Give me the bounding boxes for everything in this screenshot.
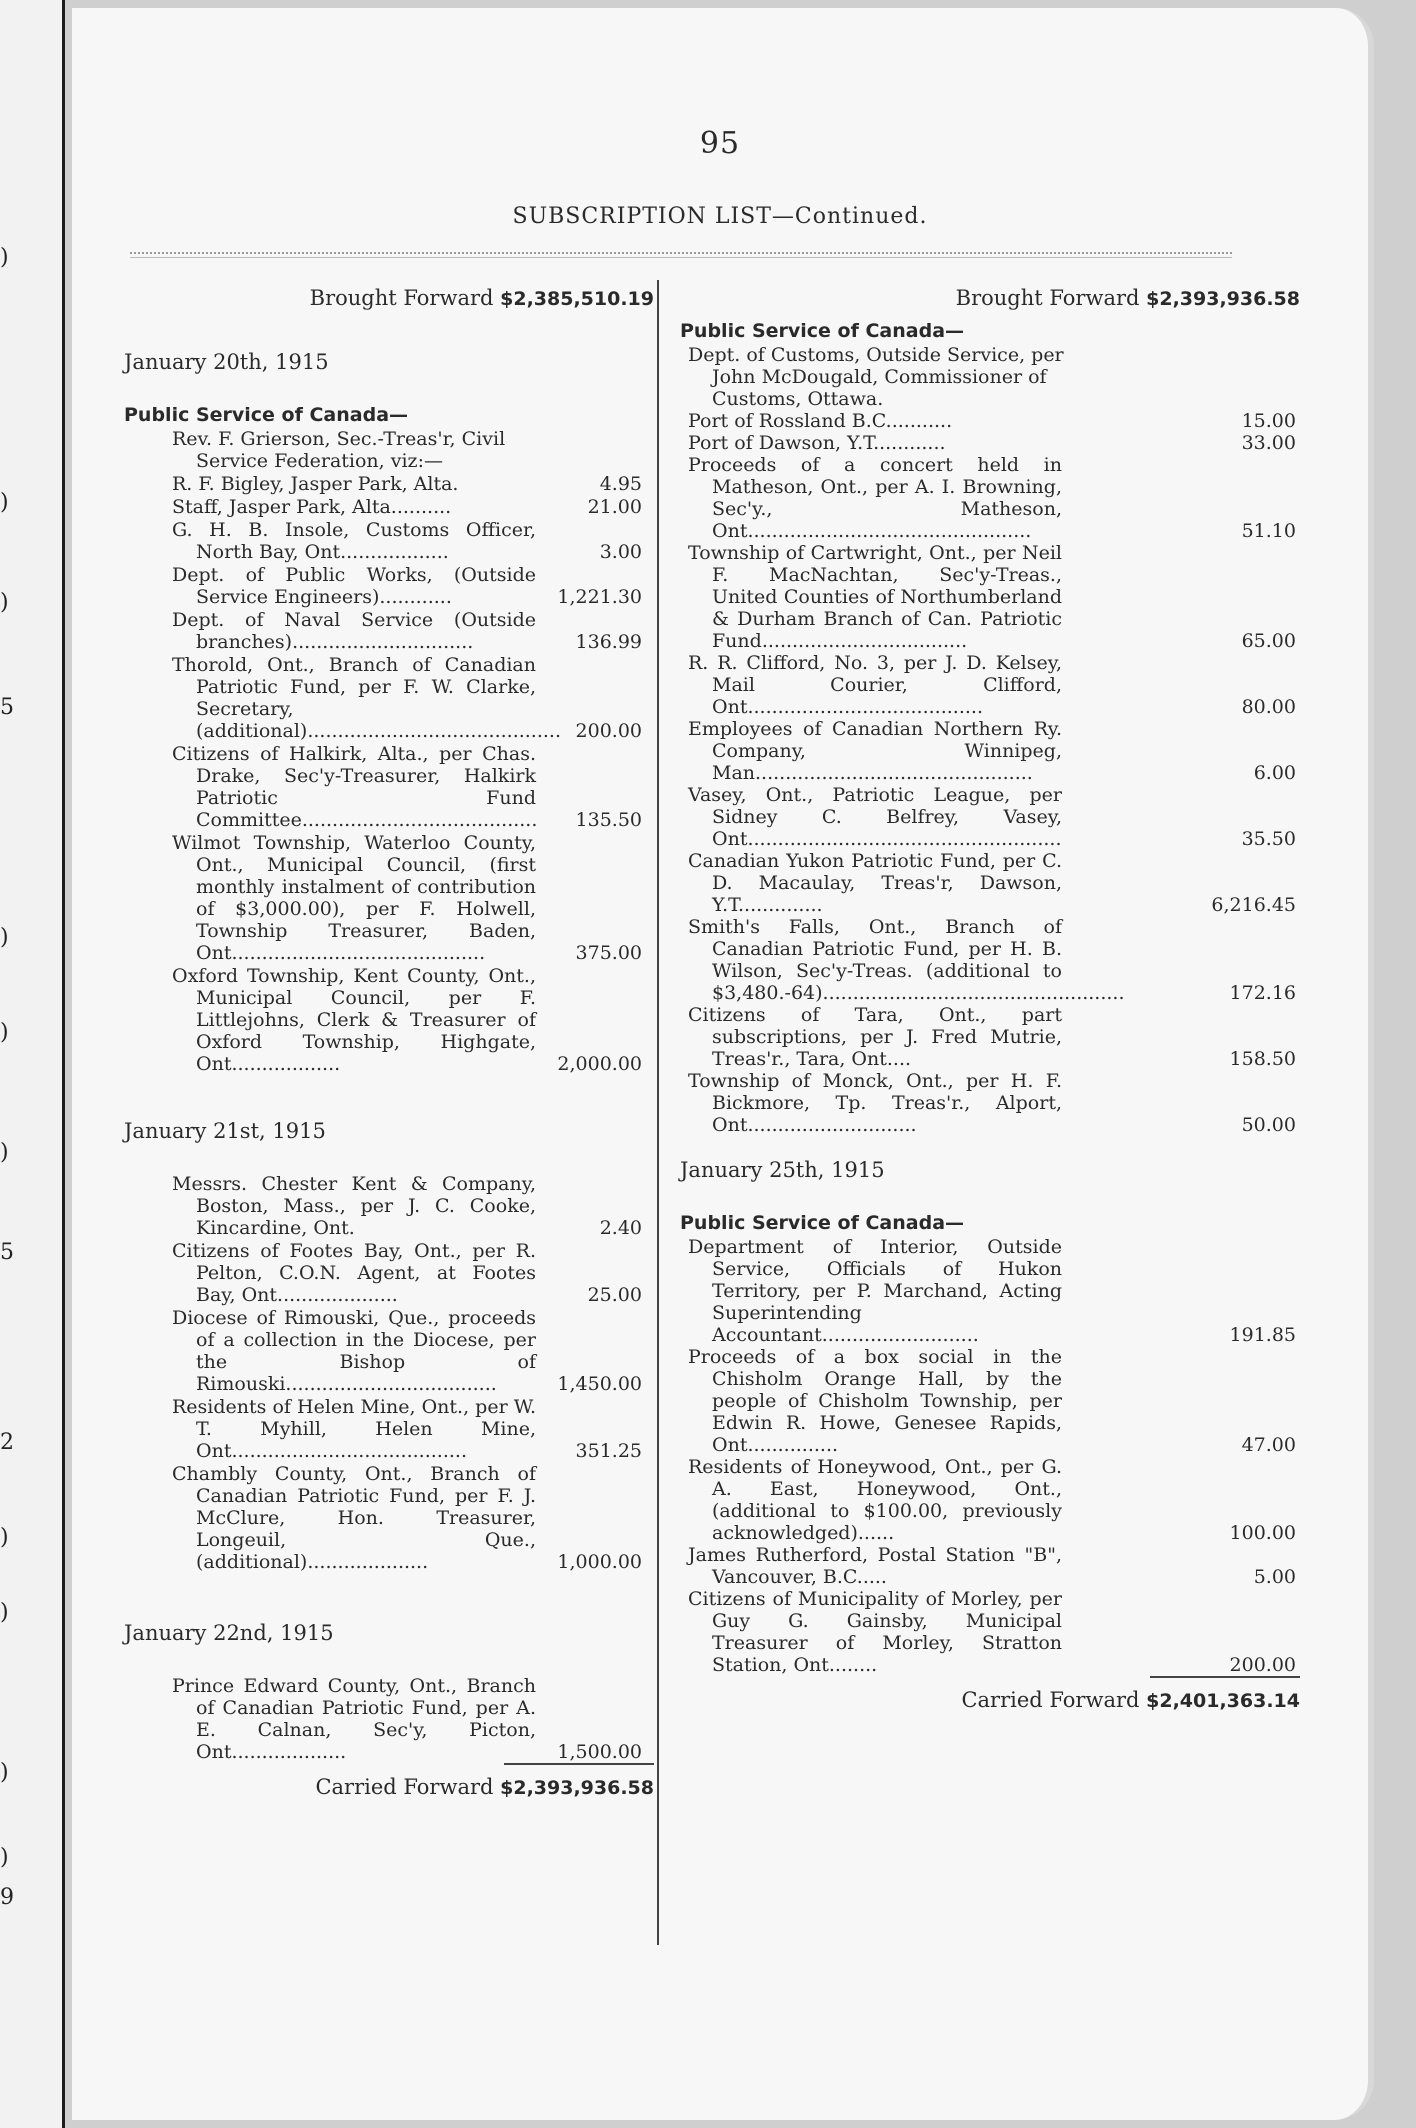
list-entry <box>124 1463 654 1573</box>
entry-amount: 2,000.00 <box>557 1053 642 1075</box>
entry-text: Port of Dawson, Y.T............ <box>688 432 946 454</box>
section-date: January 20th, 1915 <box>124 350 329 374</box>
section-heading: Public Service of Canada— <box>124 404 409 426</box>
list-entry <box>124 473 654 495</box>
entry-text: R. R. Clifford, No. 3, per J. D. Kelsey, Mail Courier, Clifford, Ont....................................... <box>688 652 1062 718</box>
carried-forward-right <box>680 1688 1300 1712</box>
entry-amount: 191.85 <box>1229 1324 1296 1346</box>
margin-mark: 2 <box>0 1430 14 1455</box>
entry-text: Citizens of Footes Bay, Ont., per R. Pelton, C.O.N. Agent, at Footes Bay, Ont.................... <box>172 1240 536 1306</box>
entry-text: Department of Interior, Outside Service, Officials of Hukon Territory, per P. Marchand, Acting Superintending Accountant.......................... <box>688 1236 1062 1346</box>
brought-forward-label: Brought Forward <box>309 286 494 310</box>
entry-amount: 158.50 <box>1229 1048 1296 1070</box>
entry-text: Residents of Honeywood, Ont., per G. A. East, Honeywood, Ont., (additional to $100.00, previously acknowledged)...... <box>688 1456 1062 1544</box>
list-section <box>680 320 1300 1136</box>
left-sections <box>124 350 654 1763</box>
list-entry <box>680 652 1300 718</box>
list-entry <box>680 410 1300 432</box>
margin-mark: ) <box>0 1760 9 1785</box>
entry-text: James Rutherford, Postal Station "B", Vancouver, B.C..... <box>688 1544 1062 1588</box>
entry-text: Township of Monck, Ont., per H. F. Bickmore, Tp. Treas'r., Alport, Ont............................ <box>688 1070 1062 1136</box>
list-entry <box>680 432 1300 454</box>
list-entry <box>680 1004 1300 1070</box>
entry-amount: 6,216.45 <box>1211 894 1296 916</box>
list-entry <box>124 609 654 653</box>
carried-forward-amount: $2,401,363.14 <box>1146 1690 1300 1712</box>
entry-amount: 1,500.00 <box>557 1741 642 1763</box>
entry-amount: 15.00 <box>1241 410 1296 432</box>
entry-text: Citizens of Tara, Ont., part subscriptions, per J. Fred Mutrie, Treas'r., Tara, Ont.... <box>688 1004 1062 1070</box>
total-rule <box>504 1763 654 1765</box>
section-heading: Public Service of Canada— <box>680 320 965 342</box>
list-entry <box>680 1544 1300 1588</box>
entry-text: Diocese of Rimouski, Que., proceeds of a collection in the Diocese, per the Bishop of Rimouski................................... <box>172 1307 536 1395</box>
list-entry <box>680 454 1300 542</box>
entry-amount: 4.95 <box>599 473 642 495</box>
page-number: 95 <box>699 126 741 161</box>
adjacent-page-margin <box>0 0 65 2128</box>
entry-text: G. H. B. Insole, Customs Officer, North Bay, Ont.................. <box>172 519 536 563</box>
entry-amount: 172.16 <box>1229 982 1296 1004</box>
carried-forward-label: Carried Forward <box>961 1688 1140 1712</box>
brought-forward-label: Brought Forward <box>955 286 1140 310</box>
entry-amount: 80.00 <box>1241 696 1296 718</box>
margin-mark: ) <box>0 1140 9 1165</box>
margin-mark: 5 <box>0 695 14 720</box>
entry-amount: 25.00 <box>587 1284 642 1306</box>
margin-mark: ) <box>0 490 9 515</box>
entry-amount: 5.00 <box>1253 1566 1296 1588</box>
entry-amount: 3.00 <box>599 541 642 563</box>
margin-mark: 9 <box>0 1885 14 1910</box>
section-date: January 21st, 1915 <box>124 1119 326 1143</box>
list-entry <box>124 519 654 563</box>
list-entry <box>680 784 1300 850</box>
list-entry <box>680 850 1300 916</box>
entry-amount: 21.00 <box>587 496 642 518</box>
right-sections <box>680 320 1300 1676</box>
list-entry <box>124 1173 654 1239</box>
entry-amount: 65.00 <box>1241 630 1296 652</box>
section-date: January 25th, 1915 <box>680 1158 885 1182</box>
list-entry <box>680 1236 1300 1346</box>
list-entry <box>124 564 654 608</box>
entry-amount: 375.00 <box>575 942 642 964</box>
header-rule <box>130 252 1232 258</box>
list-entry <box>124 965 654 1075</box>
entry-text: Port of Rossland B.C........... <box>688 410 953 432</box>
list-entry <box>124 1396 654 1462</box>
entry-text: Citizens of Municipality of Morley, per Guy G. Gainsby, Municipal Treasurer of Morley, Stratton Station, Ont........ <box>688 1588 1062 1676</box>
entry-amount: 200.00 <box>575 720 642 742</box>
entry-text: Staff, Jasper Park, Alta.......... <box>172 496 452 518</box>
entry-text: Vasey, Ont., Patriotic League, per Sidney C. Belfrey, Vasey, Ont.................................................... <box>688 784 1062 850</box>
entry-amount: 47.00 <box>1241 1434 1296 1456</box>
brought-forward-amount: $2,385,510.19 <box>500 288 654 310</box>
margin-mark: ) <box>0 590 9 615</box>
entry-text: Wilmot Township, Waterloo County, Ont., Municipal Council, (first monthly instalment of contribution of $3,000.00), per F. Holwell, Township Treasurer, Baden, Ont.......................................... <box>172 832 536 964</box>
margin-mark: ) <box>0 1525 9 1550</box>
entry-text: Canadian Yukon Patriotic Fund, per C. D. Macaulay, Treas'r, Dawson, Y.T.............. <box>688 850 1062 916</box>
entry-text: Dept. of Public Works, (Outside Service Engineers)............ <box>172 564 536 608</box>
list-entry <box>680 718 1300 784</box>
entry-amount: 136.99 <box>575 631 642 653</box>
section-intro: Rev. F. Grierson, Sec.-Treas'r, Civil Service Federation, viz:— <box>172 428 506 472</box>
list-entry <box>124 654 654 742</box>
brought-forward-left <box>124 286 654 320</box>
entry-amount: 2.40 <box>599 1217 642 1239</box>
entry-amount: 50.00 <box>1241 1114 1296 1136</box>
entry-amount: 6.00 <box>1253 762 1296 784</box>
entry-text: Chambly County, Ont., Branch of Canadian Patriotic Fund, per F. J. McClure, Hon. Treasurer, Longeuil, Que., (additional).................... <box>172 1463 536 1573</box>
entry-text: Proceeds of a concert held in Matheson, Ont., per A. I. Browning, Sec'y., Matheson, Ont............................................... <box>688 454 1062 542</box>
list-section <box>680 1158 1300 1676</box>
list-section <box>124 1119 654 1573</box>
list-entry <box>124 1240 654 1306</box>
section-intro: Dept. of Customs, Outside Service, per John McDougald, Commissioner of Customs, Ottawa. <box>688 344 1064 410</box>
carried-forward-label: Carried Forward <box>315 1775 494 1799</box>
list-entry <box>680 1588 1300 1676</box>
column-divider <box>657 280 659 1945</box>
entry-amount: 1,221.30 <box>557 586 642 608</box>
entry-text: Smith's Falls, Ont., Branch of Canadian Patriotic Fund, per H. B. Wilson, Sec'y-Treas. (additional to $3,480.-64).................................................. <box>688 916 1125 1004</box>
carried-forward-left <box>124 1775 654 1799</box>
section-date: January 22nd, 1915 <box>124 1621 334 1645</box>
list-entry <box>680 542 1300 652</box>
document-page <box>72 8 1374 2120</box>
entry-text: Prince Edward County, Ont., Branch of Canadian Patriotic Fund, per A. E. Calnan, Sec'y, Picton, Ont................... <box>172 1675 536 1763</box>
entry-amount: 35.50 <box>1241 828 1296 850</box>
list-entry <box>680 1456 1300 1544</box>
margin-mark: 5 <box>0 1240 14 1265</box>
entry-text: Oxford Township, Kent County, Ont., Municipal Council, per F. Littlejohns, Clerk & Treasurer of Oxford Township, Highgate, Ont.................. <box>172 965 536 1075</box>
entry-amount: 135.50 <box>575 809 642 831</box>
margin-mark: ) <box>0 1845 9 1870</box>
entry-amount: 1,450.00 <box>557 1373 642 1395</box>
entry-amount: 51.10 <box>1241 520 1296 542</box>
list-entry <box>124 496 654 518</box>
carried-forward-amount: $2,393,936.58 <box>500 1777 654 1799</box>
running-head: SUBSCRIPTION LIST—Continued. <box>512 204 928 229</box>
entry-text: Citizens of Halkirk, Alta., per Chas. Drake, Sec'y-Treasurer, Halkirk Patriotic Fund Committee....................................... <box>172 743 538 831</box>
entry-text: Thorold, Ont., Branch of Canadian Patriotic Fund, per F. W. Clarke, Secretary, (additional).......................................... <box>172 654 562 742</box>
brought-forward-amount: $2,393,936.58 <box>1146 288 1300 310</box>
margin-mark: ) <box>0 245 9 270</box>
list-entry <box>680 916 1300 1004</box>
section-heading: Public Service of Canada— <box>680 1212 965 1234</box>
entry-text: Township of Cartwright, Ont., per Neil F. MacNachtan, Sec'y-Treas., United Counties of Northumberland & Durham Branch of Can. Patriotic Fund.................................. <box>688 542 1062 652</box>
right-column <box>680 286 1300 1712</box>
entry-amount: 100.00 <box>1229 1522 1296 1544</box>
list-section <box>124 350 654 1075</box>
brought-forward-right <box>680 286 1300 320</box>
margin-mark: ) <box>0 925 9 950</box>
entry-text: Employees of Canadian Northern Ry. Company, Winnipeg, Man.............................................. <box>688 718 1062 784</box>
list-section <box>124 1621 654 1763</box>
list-entry <box>124 1307 654 1395</box>
left-column <box>124 286 654 1799</box>
entry-text: R. F. Bigley, Jasper Park, Alta. <box>172 473 459 495</box>
list-entry <box>680 1070 1300 1136</box>
list-entry <box>124 832 654 964</box>
list-entry <box>124 743 654 831</box>
entry-amount: 200.00 <box>1229 1654 1296 1676</box>
entry-text: Messrs. Chester Kent & Company, Boston, Mass., per J. C. Cooke, Kincardine, Ont. <box>172 1173 536 1239</box>
entry-amount: 1,000.00 <box>557 1551 642 1573</box>
entry-text: Residents of Helen Mine, Ont., per W. T. Myhill, Helen Mine, Ont....................................... <box>172 1396 536 1462</box>
total-rule <box>1150 1676 1300 1678</box>
list-entry <box>124 1675 654 1763</box>
margin-mark: ) <box>0 1020 9 1045</box>
entry-amount: 351.25 <box>575 1440 642 1462</box>
margin-mark: ) <box>0 1600 9 1625</box>
list-entry <box>680 1346 1300 1456</box>
entry-text: Proceeds of a box social in the Chisholm Orange Hall, by the people of Chisholm Township, per Edwin R. Howe, Genesee Rapids, Ont............... <box>688 1346 1062 1456</box>
entry-amount: 33.00 <box>1241 432 1296 454</box>
entry-text: Dept. of Naval Service (Outside branches).............................. <box>172 609 536 653</box>
